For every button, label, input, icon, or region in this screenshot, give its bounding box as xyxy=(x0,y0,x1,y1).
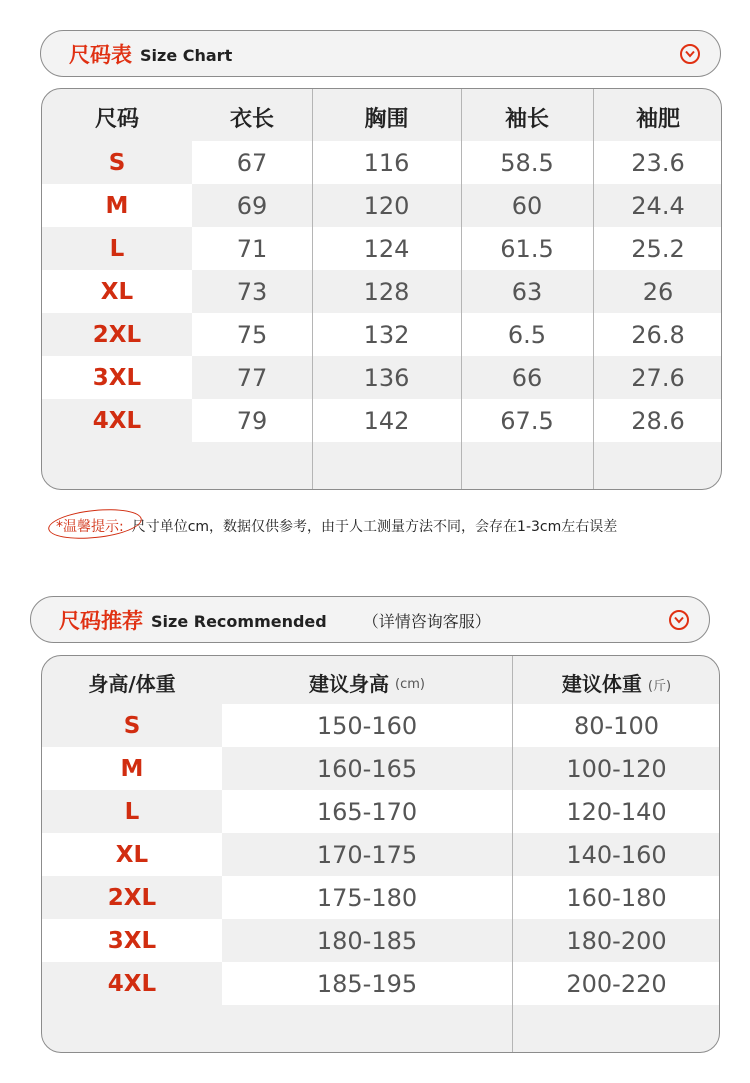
header-text: 身高/体重 xyxy=(88,671,176,696)
measurement-cell: 73 xyxy=(236,277,268,306)
size-label: 4XL xyxy=(107,970,157,997)
recommend-cell: 165-170 xyxy=(316,797,418,826)
size-label: M xyxy=(105,192,129,219)
measurement-cell: 136 xyxy=(363,363,410,392)
size-recommend-header[interactable] xyxy=(30,596,710,643)
measurement-cell: 26 xyxy=(642,277,674,306)
recommend-cell: 100-120 xyxy=(566,754,667,783)
size-label: 3XL xyxy=(92,364,142,391)
measurement-cell: 77 xyxy=(236,363,268,392)
header-cell xyxy=(512,660,720,704)
measurement-cell: 128 xyxy=(363,277,410,306)
recommend-cell: 160-165 xyxy=(316,754,418,783)
header-cell: 胸围 xyxy=(364,106,409,132)
recommend-cell: 150-160 xyxy=(316,711,418,740)
size-chart-table xyxy=(41,88,722,490)
measurement-cell: 28.6 xyxy=(631,406,685,435)
measurement-cell: 6.5 xyxy=(507,320,547,349)
chevron-down-circle-icon[interactable] xyxy=(680,44,700,64)
recommend-cell: 185-195 xyxy=(316,969,418,998)
header-cell xyxy=(42,660,222,704)
measurement-cell: 63 xyxy=(511,277,543,306)
recommend-cell: 160-180 xyxy=(566,883,667,912)
size-label: XL xyxy=(100,278,134,305)
measurement-cell: 75 xyxy=(236,320,268,349)
size-chart-subtitle: Size Chart xyxy=(140,45,233,65)
size-chart-title: 尺码表 xyxy=(69,42,132,67)
recommend-cell: 180-200 xyxy=(566,926,667,955)
measurement-cell: 124 xyxy=(363,234,410,263)
size-recommend-subtitle: Size Recommended xyxy=(151,611,327,631)
size-label: 3XL xyxy=(107,927,157,954)
measurement-cell: 61.5 xyxy=(500,234,554,263)
recommend-cell: 80-100 xyxy=(573,711,659,740)
measurement-cell: 132 xyxy=(363,320,410,349)
measurement-cell: 60 xyxy=(511,191,543,220)
size-label: 2XL xyxy=(92,321,142,348)
header-unit: (斤) xyxy=(647,678,672,694)
measurement-cell: 79 xyxy=(236,406,268,435)
size-label: S xyxy=(123,712,141,739)
measurement-cell: 26.8 xyxy=(631,320,685,349)
measurement-cell: 24.4 xyxy=(631,191,685,220)
size-label: XL xyxy=(115,841,149,868)
measurement-tip xyxy=(56,516,617,536)
measurement-cell: 67.5 xyxy=(500,406,554,435)
size-recommend-note: （详情咨询客服） xyxy=(362,612,491,631)
tip-label: *温馨提示: xyxy=(56,516,124,536)
measurement-cell: 66 xyxy=(511,363,543,392)
tip-text: 尺寸单位cm，数据仅供参考，由于人工测量方法不同，会存在1-3cm左右误差 xyxy=(131,519,618,535)
size-label: S xyxy=(108,149,126,176)
size-label: 2XL xyxy=(107,884,157,911)
header-cell: 袖长 xyxy=(504,106,549,132)
recommend-cell: 140-160 xyxy=(566,840,667,869)
measurement-cell: 58.5 xyxy=(500,148,554,177)
measurement-cell: 23.6 xyxy=(631,148,685,177)
measurement-cell: 116 xyxy=(363,148,410,177)
size-label: 4XL xyxy=(92,407,142,434)
measurement-cell: 69 xyxy=(236,191,268,220)
size-label: M xyxy=(120,755,144,782)
measurement-cell: 67 xyxy=(236,148,268,177)
measurement-cell: 25.2 xyxy=(631,234,685,263)
recommend-cell: 175-180 xyxy=(316,883,418,912)
header-text: 建议体重 xyxy=(561,671,642,696)
size-recommend-title: 尺码推荐 xyxy=(59,608,143,633)
header-text: 建议身高 xyxy=(309,671,390,696)
header-cell xyxy=(222,660,512,704)
header-cell: 衣长 xyxy=(229,106,274,132)
header-cell: 尺码 xyxy=(94,106,139,132)
recommend-cell: 180-185 xyxy=(316,926,418,955)
recommend-cell: 120-140 xyxy=(566,797,667,826)
size-label: L xyxy=(109,235,125,262)
size-recommend-table xyxy=(41,655,720,1053)
tip-label-ring xyxy=(47,505,143,543)
measurement-cell: 27.6 xyxy=(631,363,685,392)
size-label: L xyxy=(124,798,140,825)
measurement-cell: 120 xyxy=(363,191,410,220)
measurement-cell: 71 xyxy=(236,234,268,263)
size-chart-header[interactable] xyxy=(40,30,721,77)
measurement-cell: 142 xyxy=(363,406,410,435)
recommend-cell: 170-175 xyxy=(316,840,418,869)
chevron-down-circle-icon[interactable] xyxy=(669,610,689,630)
recommend-cell: 200-220 xyxy=(566,969,667,998)
header-cell: 袖肥 xyxy=(635,106,680,132)
header-unit: (cm) xyxy=(395,676,425,692)
